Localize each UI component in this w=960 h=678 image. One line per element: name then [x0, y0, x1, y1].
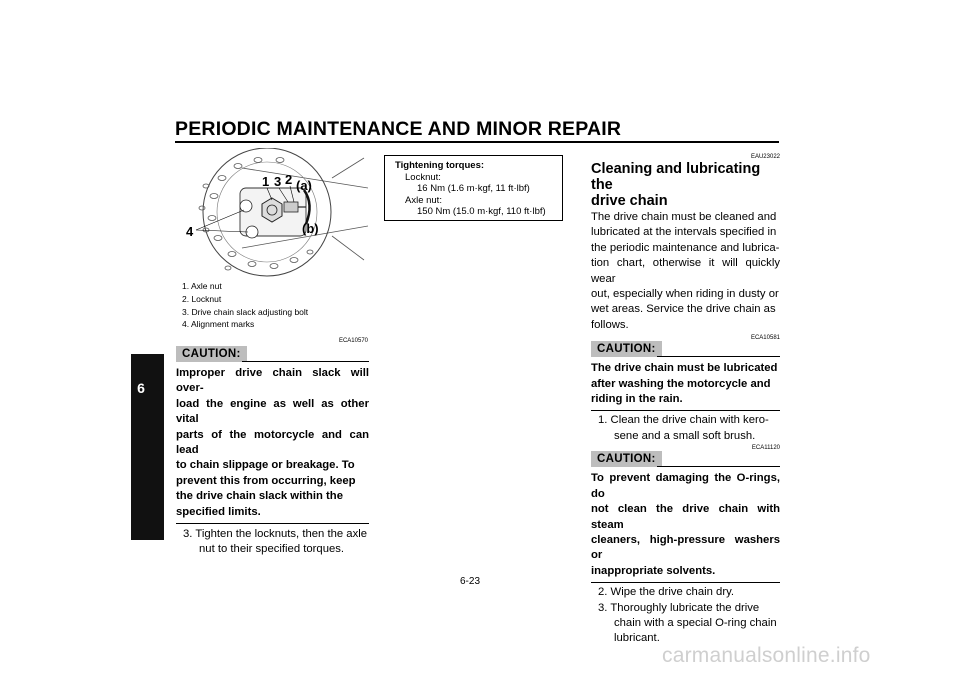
step-line: lubricant.	[614, 632, 660, 645]
caution-line: specified limits.	[176, 505, 261, 518]
step-line: 2. Wipe the drive chain dry.	[598, 586, 735, 599]
caution-badge: CAUTION:	[591, 341, 662, 357]
steps-2-3	[591, 585, 780, 647]
step-line: nut to their specified torques.	[199, 543, 345, 556]
legend-item: 4. Alignment marks	[182, 319, 255, 330]
intro-line: The drive chain must be cleaned and	[591, 211, 777, 223]
step-1	[591, 413, 780, 444]
axle-figure	[182, 148, 368, 278]
intro-line: follows.	[591, 318, 629, 331]
section-title	[591, 161, 780, 209]
caution-rule	[242, 361, 369, 362]
caution-code: ECA10570	[338, 338, 368, 344]
locknut-value: 16 Nm (1.6 m·kgf, 11 ft·lbf)	[417, 183, 530, 195]
legend-item: 1. Axle nut	[182, 281, 222, 291]
watermark: carmanualsonline.info	[662, 644, 871, 667]
caution-text	[591, 361, 780, 407]
axle-nut-value: 150 Nm (15.0 m·kgf, 110 ft·lbf)	[417, 206, 546, 218]
caution-line: To prevent damaging the O-rings, do	[591, 472, 780, 500]
torque-heading: Tightening torques:	[395, 160, 485, 171]
caution-line: not clean the drive chain with steam	[591, 503, 780, 531]
caution-line: inappropriate solvents.	[591, 564, 716, 577]
intro-line: out, especially when riding in dusty or	[591, 288, 779, 301]
caution-end-rule	[176, 523, 369, 524]
callout-1: 1	[262, 174, 270, 189]
caution-badge: CAUTION:	[176, 346, 247, 362]
caution-line: The drive chain must be lubricated	[591, 362, 778, 375]
step-line: chain with a special O-ring chain	[614, 616, 777, 629]
axle-nut-label: Axle nut:	[405, 194, 442, 206]
page-number: 6-23	[460, 576, 481, 587]
figure-legend	[182, 280, 308, 331]
callout-4: 4	[186, 224, 194, 239]
caution-line: after washing the motorcycle and	[591, 377, 771, 390]
caution-end-rule	[591, 410, 780, 411]
caution-line: parts of the motorcycle and can lead	[176, 428, 369, 457]
caution-line: to chain slippage or breakage. To	[176, 459, 355, 472]
step-line: sene and a small soft brush.	[614, 429, 756, 442]
intro-line: the periodic maintenance and lubrica-	[591, 241, 780, 254]
step-line: 1. Clean the drive chain with kero-	[598, 414, 769, 427]
section-code: EAU23022	[750, 154, 780, 160]
caution-rule	[657, 466, 780, 467]
legend-item: 2. Locknut	[182, 293, 222, 304]
caution-code: ECA11120	[751, 445, 780, 452]
chapter-tab-number: 6	[137, 380, 145, 396]
intro-line: tion chart, otherwise it will quickly wear	[591, 257, 780, 285]
locknut-label: Locknut:	[405, 171, 441, 183]
caution-line: the drive chain slack within the	[176, 490, 343, 503]
caution-text	[176, 366, 369, 520]
caution-badge: CAUTION:	[591, 451, 662, 467]
page-title: PERIODIC MAINTENANCE AND MINOR REPAIR	[175, 118, 622, 140]
callout-2: 2	[285, 172, 293, 187]
caution-block	[176, 346, 369, 558]
step-3-left	[176, 527, 369, 558]
caution-code: ECA10581	[750, 335, 780, 342]
header-rule	[175, 141, 779, 143]
callout-b: (b)	[302, 221, 319, 236]
caution-line: prevent this from occurring, keep	[176, 474, 356, 487]
legend-item: 3. Drive chain slack adjusting bolt	[182, 306, 309, 317]
step-line: 3. Thoroughly lubricate the drive	[598, 601, 760, 614]
caution-line: riding in the rain.	[591, 393, 683, 406]
caution-line: Improper drive chain slack will over-	[176, 367, 369, 395]
caution-end-rule	[591, 582, 780, 583]
caution-line: cleaners, high-pressure washers or	[591, 533, 780, 562]
caution-text	[591, 471, 780, 579]
intro-line: lubricated at the intervals specified in	[591, 226, 777, 239]
intro-line: wet areas. Service the drive chain as	[591, 303, 776, 316]
caution-rule	[657, 356, 780, 357]
callout-3: 3	[274, 174, 282, 189]
caution-line: load the engine as well as other vital	[176, 397, 369, 426]
intro-paragraph	[591, 210, 780, 333]
section-title-line: Cleaning and lubricating the	[591, 161, 761, 193]
callout-a: (a)	[296, 178, 312, 193]
section-title-line: drive chain	[591, 193, 668, 209]
step-line: 3. Tighten the locknuts, then the axle	[183, 528, 368, 541]
axle-illustration	[182, 148, 368, 278]
torque-box	[384, 155, 563, 221]
right-column	[591, 161, 780, 647]
